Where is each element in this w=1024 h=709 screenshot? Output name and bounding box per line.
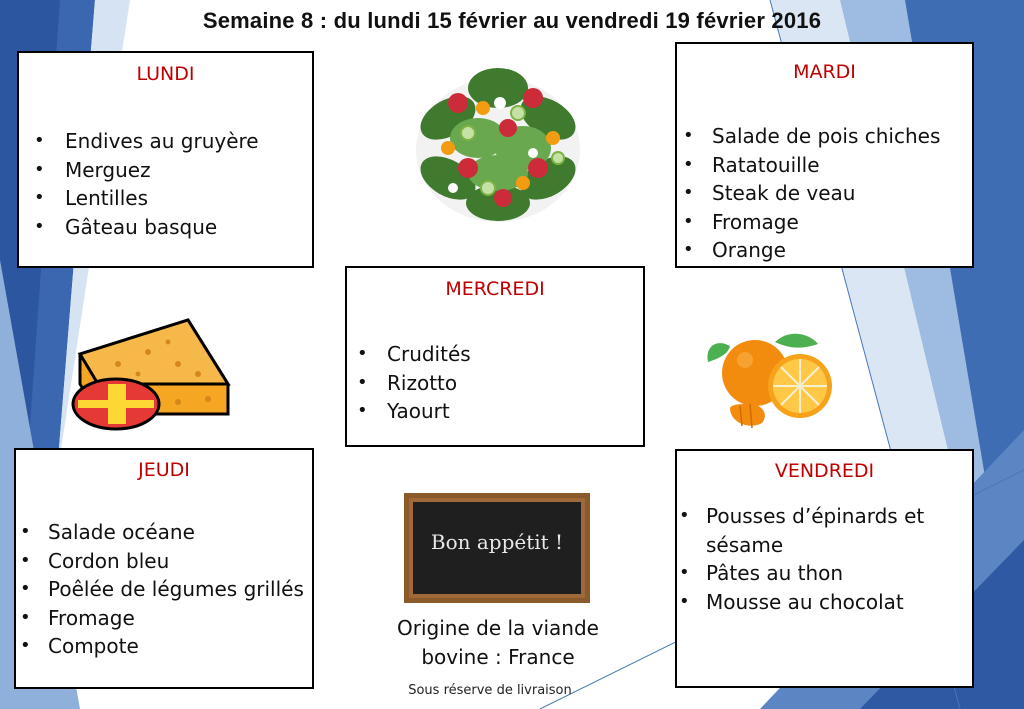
list-item: • Compote bbox=[16, 632, 312, 661]
list-item: • Fromage bbox=[677, 208, 972, 237]
cheese-icon bbox=[68, 314, 236, 434]
orange-icon bbox=[700, 328, 840, 433]
meat-origin-note bbox=[358, 614, 638, 672]
day-heading-mercredi: MERCREDI bbox=[445, 278, 545, 300]
list-item: • Mousse au chocolat bbox=[677, 588, 972, 617]
menu-card-vendredi bbox=[675, 449, 974, 688]
list-item: • Orange bbox=[677, 236, 972, 265]
chalkboard-text: Bon appétit ! bbox=[430, 530, 564, 554]
menu-list-mardi bbox=[677, 122, 972, 265]
chalkboard-icon bbox=[404, 493, 590, 603]
list-item: • Salade de pois chiches bbox=[677, 122, 972, 151]
day-heading-vendredi: VENDREDI bbox=[774, 460, 875, 482]
menu-list-vendredi bbox=[677, 502, 972, 616]
list-item: • Pâtes au thon bbox=[677, 559, 972, 588]
list-item: • Pousses d’épinards et sésame bbox=[677, 502, 972, 559]
menu-card-mardi bbox=[675, 42, 974, 268]
list-item: • Endives au gruyère bbox=[19, 127, 312, 156]
list-item: • Steak de veau bbox=[677, 179, 972, 208]
menu-card-jeudi bbox=[14, 448, 314, 689]
salad-icon bbox=[408, 58, 588, 228]
origin-line-1: Origine de la viande bbox=[397, 616, 599, 640]
list-item: • Ratatouille bbox=[677, 151, 972, 180]
list-item: • Crudités bbox=[347, 340, 643, 369]
delivery-disclaimer: Sous réserve de livraison bbox=[408, 683, 572, 698]
list-item: • Rizotto bbox=[347, 369, 643, 398]
menu-list-mercredi bbox=[347, 340, 643, 426]
list-item: • Cordon bleu bbox=[16, 547, 312, 576]
list-item: • Gâteau basque bbox=[19, 213, 312, 242]
list-item: • Poêlée de légumes grillés bbox=[16, 575, 312, 604]
list-item: • Yaourt bbox=[347, 397, 643, 426]
menu-list-lundi bbox=[19, 127, 312, 241]
origin-line-2: bovine : France bbox=[421, 645, 575, 669]
day-heading-jeudi: JEUDI bbox=[138, 459, 190, 481]
day-heading-mardi: MARDI bbox=[793, 61, 856, 83]
list-item: • Salade océane bbox=[16, 518, 312, 547]
page-title: Semaine 8 : du lundi 15 février au vendredi 19 février 2016 bbox=[202, 8, 822, 33]
menu-card-mercredi bbox=[345, 266, 645, 447]
day-heading-lundi: LUNDI bbox=[136, 63, 195, 85]
list-item: • Merguez bbox=[19, 156, 312, 185]
list-item: • Lentilles bbox=[19, 184, 312, 213]
list-item: • Fromage bbox=[16, 604, 312, 633]
menu-card-lundi bbox=[17, 51, 314, 268]
menu-list-jeudi bbox=[16, 518, 312, 661]
